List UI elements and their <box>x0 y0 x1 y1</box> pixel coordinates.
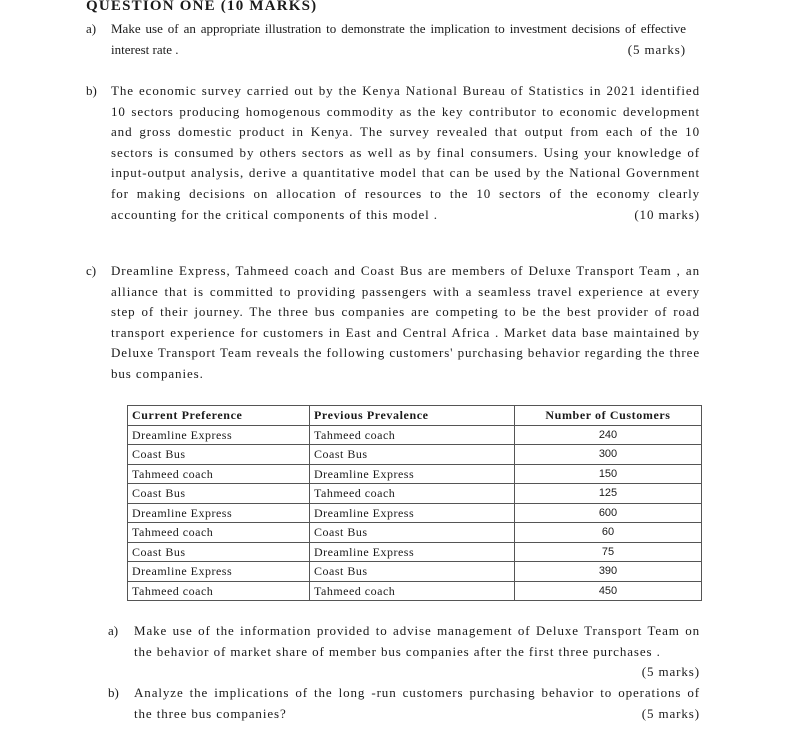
cell-previous: Dreamline Express <box>310 464 515 484</box>
cell-previous: Coast Bus <box>310 523 515 543</box>
sub-part-a-label: a) <box>108 623 119 638</box>
cell-previous: Dreamline Express <box>310 503 515 523</box>
cell-customers: 450 <box>515 581 702 601</box>
header-current-preference: Current Preference <box>128 406 310 426</box>
cell-previous: Coast Bus <box>310 562 515 582</box>
cell-customers: 150 <box>515 464 702 484</box>
cell-current: Coast Bus <box>128 542 310 562</box>
part-b-label: b) <box>86 83 97 98</box>
header-previous-prevalence: Previous Prevalence <box>310 406 515 426</box>
cell-customers: 600 <box>515 503 702 523</box>
cell-current: Tahmeed coach <box>128 464 310 484</box>
customer-preference-table <box>127 405 702 601</box>
sub-part-a-marks: (5 marks) <box>641 664 700 680</box>
cell-previous: Coast Bus <box>310 445 515 465</box>
part-a-label: a) <box>86 21 97 36</box>
table-row <box>128 445 702 465</box>
cell-current: Coast Bus <box>128 445 310 465</box>
cell-current: Dreamline Express <box>128 503 310 523</box>
table-row <box>128 523 702 543</box>
table-row <box>128 464 702 484</box>
sub-part-b-body <box>134 683 700 724</box>
sub-part-a-body <box>134 621 700 683</box>
cell-current: Tahmeed coach <box>128 523 310 543</box>
question-heading: QUESTION ONE (10 MARKS) <box>86 0 318 14</box>
sub-part-b-marks: (5 marks) <box>641 705 700 721</box>
cell-customers: 125 <box>515 484 702 504</box>
table-row <box>128 542 702 562</box>
part-a-body <box>111 19 686 60</box>
cell-customers: 240 <box>515 425 702 445</box>
cell-customers: 75 <box>515 542 702 562</box>
cell-current: Dreamline Express <box>128 425 310 445</box>
cell-current: Dreamline Express <box>128 562 310 582</box>
table-header-row <box>128 406 702 426</box>
table-row <box>128 503 702 523</box>
cell-previous: Tahmeed coach <box>310 425 515 445</box>
table-row <box>128 425 702 445</box>
cell-customers: 390 <box>515 562 702 582</box>
part-c-label: c) <box>86 263 97 278</box>
sub-part-b-text: Analyze the implications of the long -run customers purchasing behavior to operations of the three bus companies? <box>134 685 700 721</box>
table-row <box>128 581 702 601</box>
cell-previous: Tahmeed coach <box>310 581 515 601</box>
part-a-marks: (5 marks) <box>627 41 686 57</box>
table-row <box>128 562 702 582</box>
sub-part-b-label: b) <box>108 685 119 700</box>
cell-customers: 60 <box>515 523 702 543</box>
part-b-text: The economic survey carried out by the Kenya National Bureau of Statistics in 2021 identified 10 sectors producing homogenous commodity as the key contributor to economic development and gross domestic product in Kenya. The survey revealed that output from each of the 10 sectors is consumed by others sectors as well as by final consumers. Using your knowledge of input-output analysis, derive a quantitative model that can be used by the National Government for making decisions on allocation of resources to the 10 sectors of the economy clearly accounting for the critical components of this model . <box>111 83 700 222</box>
cell-current: Coast Bus <box>128 484 310 504</box>
table-row <box>128 484 702 504</box>
part-b-body <box>111 81 700 225</box>
cell-customers: 300 <box>515 445 702 465</box>
sub-part-a-text: Make use of the information provided to advise management of Deluxe Transport Team on the behavior of market share of member bus companies after the first three purchases . <box>134 623 700 659</box>
part-c-body <box>111 261 700 385</box>
header-number-of-customers: Number of Customers <box>515 406 702 426</box>
cell-previous: Tahmeed coach <box>310 484 515 504</box>
part-a-text: Make use of an appropriate illustration to demonstrate the implication to investment decisions of effective interest rate . <box>111 21 686 57</box>
part-b-marks: (10 marks) <box>634 206 700 222</box>
cell-previous: Dreamline Express <box>310 542 515 562</box>
cell-current: Tahmeed coach <box>128 581 310 601</box>
part-c-text: Dreamline Express, Tahmeed coach and Coast Bus are members of Deluxe Transport Team , an alliance that is committed to providing passengers with a seamless travel experience at every step of their journey. The three bus companies are competing to be the best provider of road transport experience for customers in East and Central Africa . Market data base maintained by Deluxe Transport Team reveals the following customers' purchasing behavior regarding the three bus companies. <box>111 263 700 381</box>
